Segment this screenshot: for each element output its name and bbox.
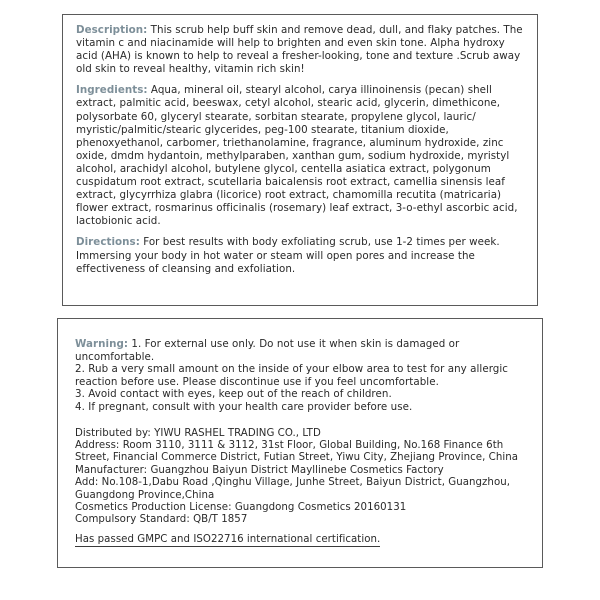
description-text: This scrub help buff skin and remove dead, dull, and flaky patches. The vitamin c and niacinamide will help to brighten and even skin tone. Alpha hydroxy acid (AHA) is known to help to reveal a fresher-looking, tone and texture .Scrub away old skin to reveal healthy, vitamin rich skin! bbox=[76, 24, 523, 76]
product-info-panel bbox=[62, 14, 538, 306]
distributor-address: Address: Room 3110, 3111 & 3112, 31st Floor, Global Building, No.168 Finance 6th Street, Financial Commerce District, Futian Street, Yiwu City, Zhejiang Province, China bbox=[75, 439, 519, 464]
ingredients-label: Ingredients: bbox=[76, 84, 148, 97]
warning-line-3: 3. Avoid contact with eyes, keep out of the reach of children. bbox=[75, 388, 392, 401]
warning-line-2: 2. Rub a very small amount on the inside of your elbow area to test for any allergic reaction before use. Please discontinue use if you feel uncomfortable. bbox=[75, 363, 509, 388]
ingredients-paragraph bbox=[76, 84, 527, 228]
description-label: Description: bbox=[76, 24, 148, 36]
warning-line-1 bbox=[75, 338, 532, 363]
compulsory-standard: Compulsory Standard: QB/T 1857 bbox=[75, 514, 248, 526]
warning-section bbox=[75, 338, 532, 414]
distribution-section bbox=[75, 428, 532, 548]
manufacturer: Manufacturer: Guangzhou Baiyun District Mayllinebe Cosmetics Factory bbox=[75, 464, 444, 476]
warning-line-4: 4. If pregnant, consult with your health care provider before use. bbox=[75, 400, 413, 413]
directions-label: Directions: bbox=[76, 236, 140, 249]
directions-text: For best results with body exfoliating scrub, use 1-2 times per week. Immersing your body in hot water or steam will open pores and increase the effectiveness of cleansing and exfoliation. bbox=[76, 236, 500, 275]
warning-line-1-text: 1. For external use only. Do not use it when skin is damaged or uncomfortable. bbox=[75, 338, 460, 363]
warning-distribution-panel bbox=[57, 318, 543, 568]
description-paragraph bbox=[76, 24, 527, 76]
distributed-by: Distributed by: YIWU RASHEL TRADING CO., LTD bbox=[75, 427, 321, 439]
directions-paragraph bbox=[76, 236, 527, 275]
certification: Has passed GMPC and ISO22716 international certification. bbox=[75, 534, 380, 547]
warning-label: Warning: bbox=[75, 338, 129, 350]
production-license: Cosmetics Production License: Guangdong Cosmetics 20160131 bbox=[75, 502, 407, 513]
ingredients-text: Aqua, mineral oil, stearyl alcohol, carya illinoinensis (pecan) shell extract, palmitic acid, beeswax, cetyl alcohol, stearic acid, glycerin, dimethicone, polysorbate 60, glyceryl stearate, sorbitan stearate, propylene glycol, lauric/ myristic/palmitic/stearic glycerides, peg-100 stearate, titanium dioxide, phenoxyethanol, carbomer, triethanolamine, fragrance, aluminum hydroxide, zinc oxide, dmdm hydantoin, methylparaben, xanthan gum, sodium hydroxide, myristyl alcohol, arachidyl alcohol, butylene glycol, centella asiatica extract, polygonum cuspidatum root extract, scutellaria baicalensis root extract, camellia sinensis leaf extract, glycyrrhiza glabra (licorice) root extract, chamomilla recutita (matricaria) flower extract, rosmarinus officinalis (rosemary) leaf extract, 3-o-ethyl ascorbic acid, lactobionic acid. bbox=[76, 84, 518, 228]
manufacturer-address: Add: No.108-1,Dabu Road ,Qinghu Village, Junhe Street, Baiyun District, Guangzhou, Guangdong Province,China bbox=[75, 477, 511, 501]
